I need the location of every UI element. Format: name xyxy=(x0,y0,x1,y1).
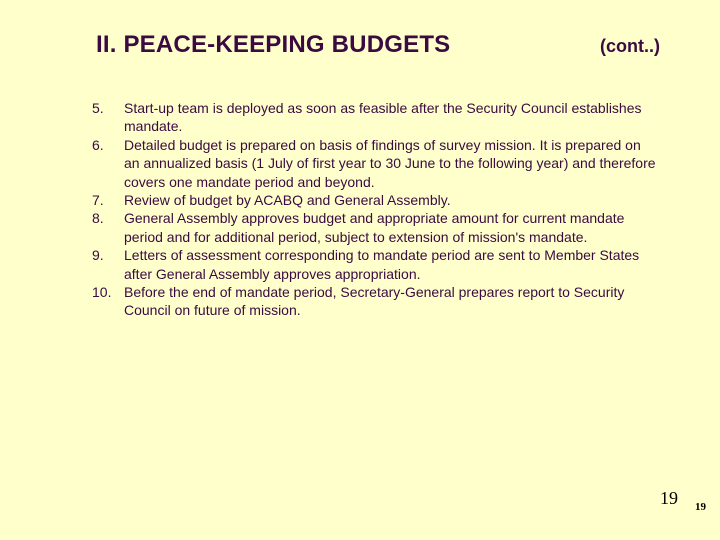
list-item-text: Detailed budget is prepared on basis of findings of survey mission. It is prepared on an annualized basis (1 July of first year to 30 June to the following year) and therefore covers one mandate period and beyond. xyxy=(124,136,656,190)
title-continued-label: (cont..) xyxy=(600,36,660,56)
list-item-text: Before the end of mandate period, Secretary-General prepares report to Security Council on future of mission. xyxy=(124,284,625,319)
page-number: 19 xyxy=(660,488,678,508)
list-item-number: 10. xyxy=(92,284,112,301)
list-item xyxy=(92,99,657,136)
list-item xyxy=(92,136,657,191)
list-item-text: Start-up team is deployed as soon as feasible after the Security Council establishes mandate. xyxy=(124,100,642,135)
list-item xyxy=(92,246,657,283)
slide-title: II. PEACE-KEEPING BUDGETS xyxy=(96,31,451,58)
list-item-number: 5. xyxy=(92,100,104,116)
list-item-number: 6. xyxy=(92,136,104,153)
page-number-small: 19 xyxy=(695,501,706,513)
list-item-number: 9. xyxy=(92,247,104,264)
numbered-list xyxy=(92,99,657,320)
list-item xyxy=(92,209,657,246)
list-item-text: General Assembly approves budget and appropriate amount for current mandate period and for additional period, subject to extension of mission's mandate. xyxy=(124,210,625,245)
list-item-number: 7. xyxy=(92,192,104,209)
list-item-number: 8. xyxy=(92,210,104,227)
list-item xyxy=(92,191,657,209)
list-item-text: Review of budget by ACABQ and General Assembly. xyxy=(124,192,451,209)
list-item xyxy=(92,283,657,320)
list-item-text: Letters of assessment corresponding to mandate period are sent to Member States after General Assembly approves appropriation. xyxy=(124,247,640,282)
